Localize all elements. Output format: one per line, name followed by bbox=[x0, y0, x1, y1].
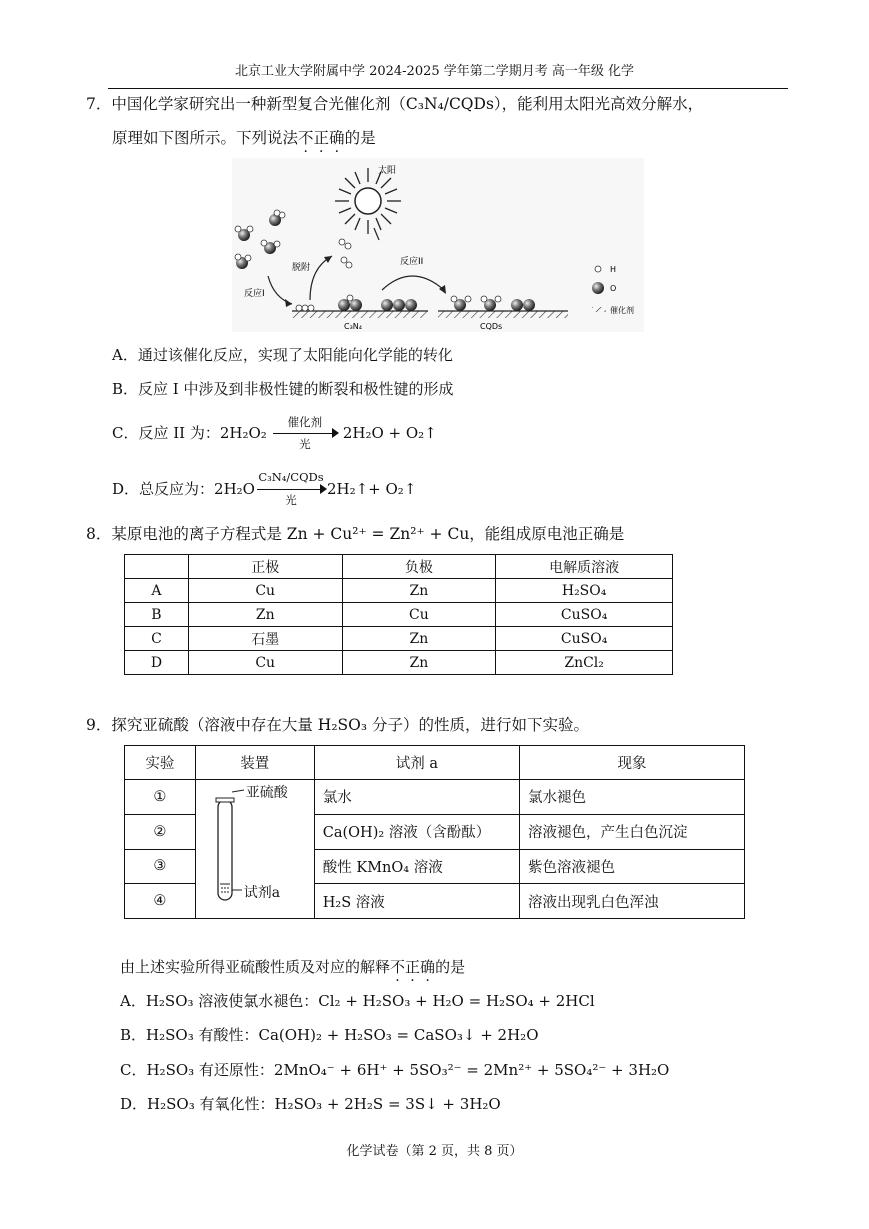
q7-option-a: A．通过该催化反应，实现了太阳能向化学能的转化 bbox=[112, 346, 453, 364]
table-cell: Cu bbox=[188, 651, 342, 675]
header-rule bbox=[108, 88, 788, 89]
table-row bbox=[125, 780, 745, 815]
table-header: 试剂 a bbox=[314, 746, 519, 780]
adsorbed-h-atoms bbox=[296, 305, 314, 311]
q7-c-reactant: C．反应 II 为：2H₂O₂ bbox=[112, 424, 267, 442]
table-cell: H₂S 溶液 bbox=[314, 884, 519, 919]
q7-line1 bbox=[86, 92, 703, 114]
table-cell: A bbox=[125, 579, 189, 603]
table-cell: 溶液出现乳白色浑浊 bbox=[520, 884, 745, 919]
q9-stem bbox=[86, 713, 589, 735]
label-desorb: 脱附 bbox=[292, 263, 311, 273]
table-header: 负极 bbox=[342, 555, 496, 579]
q7-number: 7． bbox=[86, 95, 112, 113]
table-cell: ZnCl₂ bbox=[496, 651, 673, 675]
table-header: 现象 bbox=[520, 746, 745, 780]
q9-option-c: C．H₂SO₃ 有还原性：2MnO₄⁻ + 6H⁺ + 5SO₃²⁻ = 2Mn²⁺ + 5SO₄²⁻ + 3H₂O bbox=[120, 1061, 670, 1079]
q8-number: 8． bbox=[86, 525, 112, 543]
page-footer: 化学试卷（第 2 页，共 8 页） bbox=[346, 1144, 523, 1159]
q7-option-d bbox=[112, 470, 417, 507]
legend-o-label: O bbox=[610, 284, 617, 293]
q7-line2 bbox=[112, 126, 376, 148]
legend-catalyst-icon bbox=[592, 307, 606, 312]
q7-d-arrow-bottom: 光 bbox=[285, 493, 297, 507]
q9-lead-end: 的是 bbox=[435, 958, 466, 976]
q9-option-d: D．H₂SO₃ 有氧化性：H₂SO₃ + 2H₂S = 3S↓ + 3H₂O bbox=[120, 1095, 501, 1113]
table-cell: Zn bbox=[342, 579, 496, 603]
table-cell: ① bbox=[125, 780, 196, 815]
table-header: 正极 bbox=[188, 555, 342, 579]
q7-option-b: B．反应 I 中涉及到非极性键的断裂和极性键的形成 bbox=[112, 380, 454, 398]
table-cell: B bbox=[125, 603, 189, 627]
label-c3n4: C₃N₄ bbox=[344, 322, 362, 331]
q7-option-c bbox=[112, 415, 437, 451]
table-cell: ② bbox=[125, 814, 196, 849]
q8-text: 某原电池的离子方程式是 Zn + Cu²⁺ = Zn²⁺ + Cu，能组成原电池正确是 bbox=[111, 525, 625, 543]
table-cell: Zn bbox=[188, 603, 342, 627]
q9-emph-2: 正 bbox=[405, 958, 421, 976]
table-cell: Cu bbox=[342, 603, 496, 627]
label-sulfurous-acid: 亚硫酸 bbox=[245, 785, 288, 801]
table-row bbox=[125, 651, 673, 675]
surface-c3n4 bbox=[292, 311, 428, 318]
page-header: 北京工业大学附属中学 2024-2025 学年第二学期月考 高一年级 化学 bbox=[234, 64, 635, 79]
q7-d-product: 2H₂↑+ O₂↑ bbox=[326, 480, 417, 498]
table-cell: CuSO₄ bbox=[496, 603, 673, 627]
table-cell: ④ bbox=[125, 884, 196, 919]
q9-emph-3: 确 bbox=[420, 958, 436, 976]
table-cell: 溶液褪色，产生白色沉淀 bbox=[520, 814, 745, 849]
label-cqds: CQDs bbox=[480, 322, 503, 331]
table-cell: 氯水 bbox=[314, 780, 519, 815]
label-reagent-a: 试剂a bbox=[243, 885, 281, 901]
q8-table bbox=[124, 554, 673, 675]
table-cell: 紫色溶液褪色 bbox=[520, 849, 745, 884]
table-cell: CuSO₄ bbox=[496, 627, 673, 651]
table-cell: Cu bbox=[188, 579, 342, 603]
label-sun: 太阳 bbox=[378, 166, 397, 176]
table-header: 电解质溶液 bbox=[496, 555, 673, 579]
q7-d-reactant: D．总反应为：2H₂O bbox=[112, 480, 255, 498]
legend-h-label: H bbox=[610, 265, 617, 274]
q7-text-line2: 原理如下图所示。下列说法 bbox=[112, 129, 299, 147]
q7-emph-1: 不 bbox=[298, 129, 314, 147]
q9-lead bbox=[120, 956, 465, 977]
q7-c-arrow bbox=[273, 415, 337, 451]
q7-c-arrow-top: 催化剂 bbox=[287, 415, 323, 429]
table-header: 装置 bbox=[195, 746, 314, 780]
q9-lead-text: 由上述实验所得亚硫酸性质及对应的解释 bbox=[120, 958, 391, 976]
q7-d-arrow bbox=[257, 470, 325, 507]
q7-emph-2: 正 bbox=[313, 129, 330, 147]
table-row bbox=[125, 603, 673, 627]
table-cell: 石墨 bbox=[188, 627, 342, 651]
q9-number: 9． bbox=[86, 716, 112, 734]
table-cell: D bbox=[125, 651, 189, 675]
label-reaction2: 反应II bbox=[400, 257, 424, 267]
table-row bbox=[125, 627, 673, 651]
label-reaction1: 反应I bbox=[244, 289, 265, 299]
table-cell: Zn bbox=[342, 651, 496, 675]
q9-option-b: B．H₂SO₃ 有酸性：Ca(OH)₂ + H₂SO₃ = CaSO₃↓ + 2H₂O bbox=[120, 1026, 539, 1044]
q7-c-arrow-bottom: 光 bbox=[299, 437, 311, 451]
q9-table bbox=[124, 745, 745, 919]
table-cell: ③ bbox=[125, 849, 196, 884]
test-tube-cell bbox=[195, 780, 314, 919]
q7-text-line2-end: 的是 bbox=[344, 129, 376, 147]
table-cell: 氯水褪色 bbox=[520, 780, 745, 815]
legend-h-icon bbox=[595, 266, 601, 272]
table-cell: Ca(OH)₂ 溶液（含酚酞） bbox=[314, 814, 519, 849]
q7-text-line1: 中国化学家研究出一种新型复合光催化剂（C₃N₄/CQDs），能利用太阳光高效分解水， bbox=[111, 95, 704, 113]
table-cell: Zn bbox=[342, 627, 496, 651]
q9-option-a: A．H₂SO₃ 溶液使氯水褪色：Cl₂ + H₂SO₃ + H₂O = H₂SO₄ + 2HCl bbox=[120, 992, 595, 1010]
figure-background bbox=[232, 158, 644, 332]
q7-emphasis bbox=[298, 129, 345, 147]
legend-o-icon bbox=[592, 282, 604, 294]
table-cell: 酸性 KMnO₄ 溶液 bbox=[314, 849, 519, 884]
q9-emph-1: 不 bbox=[390, 958, 406, 976]
legend-catalyst-label: 催化剂 bbox=[610, 306, 634, 315]
q8-stem bbox=[86, 522, 624, 544]
table-header bbox=[125, 555, 189, 579]
photocatalysis-diagram bbox=[232, 158, 644, 332]
surface-cqds bbox=[438, 311, 568, 318]
q9-header-row bbox=[125, 746, 745, 780]
table-row bbox=[125, 579, 673, 603]
q9-text: 探究亚硫酸（溶液中存在大量 H₂SO₃ 分子）的性质，进行如下实验。 bbox=[111, 716, 590, 734]
q7-c-product: 2H₂O + O₂↑ bbox=[342, 424, 437, 442]
q8-header-row bbox=[125, 555, 673, 579]
q7-emph-3: 确 bbox=[329, 129, 345, 147]
table-cell: C bbox=[125, 627, 189, 651]
table-cell: H₂SO₄ bbox=[496, 579, 673, 603]
table-header: 实验 bbox=[125, 746, 196, 780]
q7-d-arrow-top: C₃N₄/CQDs bbox=[258, 470, 324, 484]
